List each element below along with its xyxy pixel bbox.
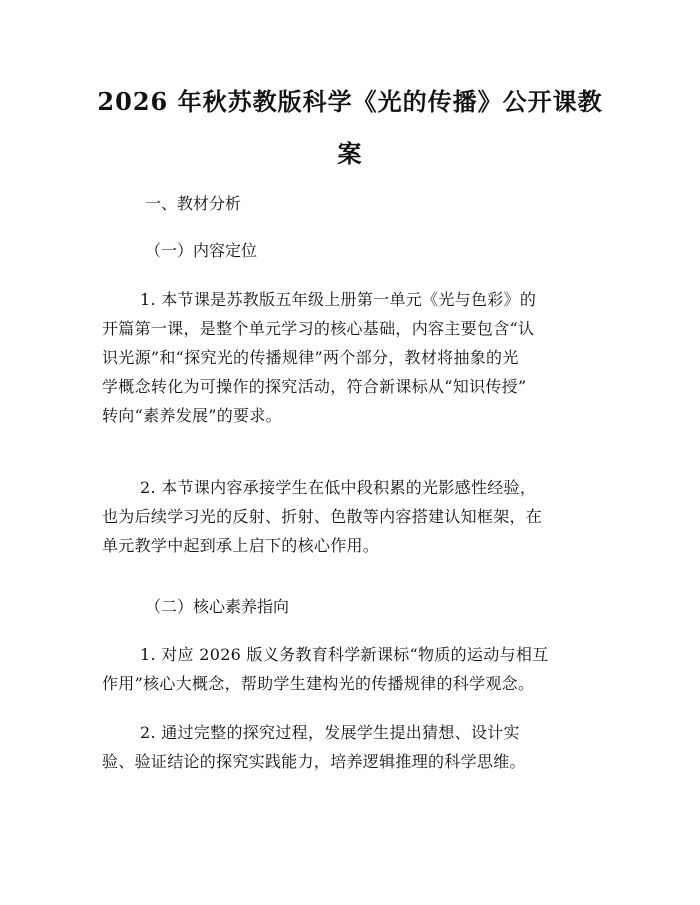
paragraph-core-literacy-1 — [102, 640, 598, 698]
paragraph-line: 也为后续学习光的反射、折射、色散等内容搭建认知框架，在 — [102, 507, 543, 526]
paragraph-line: 学概念转化为可操作的探究活动，符合新课标从“知识传授” — [102, 377, 527, 396]
paragraph-line: 2. 本节课内容承接学生在低中段积累的光影感性经验， — [140, 478, 537, 497]
document-title-line-1: 2026 年秋苏教版科学《光的传播》公开课教 — [97, 87, 603, 116]
paragraph-line: 验、验证结论的探究实践能力，培养逻辑推理的科学思维。 — [102, 752, 526, 771]
paragraph-line: 作用”核心大概念，帮助学生建构光的传播规律的科学观念。 — [102, 674, 535, 693]
subsection-heading-content-positioning: （一）内容定位 — [145, 241, 258, 260]
paragraph-line: 转向“素养发展”的要求。 — [102, 406, 282, 425]
section-heading-textbook-analysis: 一、教材分析 — [145, 194, 242, 213]
paragraph-line: 2. 通过完整的探究过程，发展学生提出猜想、设计实 — [140, 723, 520, 742]
paragraph-core-literacy-2 — [102, 718, 598, 776]
paragraph-line: 识光源”和“探究光的传播规律”两个部分，教材将抽象的光 — [102, 348, 519, 367]
paragraph-line: 单元教学中起到承上启下的核心作用。 — [102, 536, 380, 555]
paragraph-line: 1. 对应 2026 版义务教育科学新课标“物质的运动与相互 — [140, 645, 549, 664]
paragraph-content-positioning-1 — [102, 285, 598, 430]
paragraph-content-positioning-2 — [102, 473, 598, 560]
subsection-heading-core-literacy: （二）核心素养指向 — [145, 597, 290, 616]
paragraph-line: 1. 本节课是苏教版五年级上册第一单元《光与色彩》的 — [140, 290, 537, 309]
paragraph-line: 开篇第一课，是整个单元学习的核心基础，内容主要包含“认 — [102, 319, 535, 338]
document-title-line-2: 案 — [337, 139, 363, 168]
